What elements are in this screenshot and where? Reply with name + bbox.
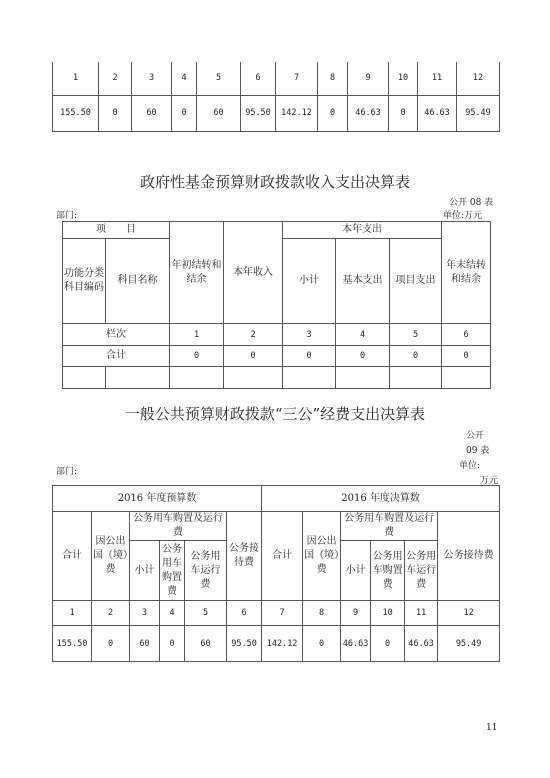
- top-val-3: 60: [132, 95, 172, 131]
- table8-title: 政府性基金预算财政拨款收入支出决算表: [139, 173, 410, 191]
- top-col-5: 5: [197, 62, 241, 95]
- top-val-10: 0: [389, 95, 418, 131]
- t9-h-total-final: 合计: [262, 512, 303, 601]
- t9-col-11: 11: [405, 601, 438, 626]
- t9-col-12: 12: [438, 601, 500, 626]
- t8-total-2: 0: [224, 346, 283, 367]
- t9-col-1: 1: [53, 601, 92, 626]
- top-col-2: 2: [99, 62, 132, 95]
- t9-col-7: 7: [262, 601, 303, 626]
- t9-h-car-buy-budget: 公务用车购置费: [160, 541, 185, 601]
- top-val-9: 46.63: [348, 95, 389, 131]
- top-col-7: 7: [276, 62, 318, 95]
- t8-col-1: 1: [170, 324, 224, 346]
- t8-row-col: 栏次: [63, 324, 170, 346]
- t9-val-6: 95.50: [227, 626, 262, 662]
- t8-total-5: 0: [390, 346, 442, 367]
- t9-final-2016: 2016 年度决算数: [262, 486, 500, 512]
- page-number: 11: [486, 723, 498, 733]
- t9-col-8: 8: [303, 601, 341, 626]
- table8-unit: 单位:万元: [443, 211, 483, 221]
- t8-total-4: 0: [336, 346, 390, 367]
- top-val-1: 155.50: [53, 95, 99, 131]
- t9-val-4: 0: [160, 626, 185, 662]
- top-val-5: 60: [197, 95, 241, 131]
- t8-col-5: 5: [390, 324, 442, 346]
- t9-val-7: 142.12: [262, 626, 303, 662]
- t8-h-item: 项 目: [63, 222, 170, 239]
- t8-h-end: 年末结转和结余: [442, 222, 491, 324]
- top-col-3: 3: [132, 62, 172, 95]
- t8-total-3: 0: [283, 346, 336, 367]
- t9-col-4: 4: [160, 601, 185, 626]
- top-col-11: 11: [418, 62, 457, 95]
- top-col-9: 9: [348, 62, 389, 95]
- top-val-4: 0: [172, 95, 197, 131]
- t8-col-6: 6: [442, 324, 491, 346]
- t9-val-1: 155.50: [53, 626, 92, 662]
- t9-val-5: 60: [185, 626, 227, 662]
- t8-h-name: 科目名称: [106, 239, 170, 324]
- top-col-4: 4: [172, 62, 197, 95]
- t9-h-subtotal-final: 小计: [341, 541, 371, 601]
- top-val-12: 95.49: [457, 95, 500, 131]
- top-val-11: 46.63: [418, 95, 457, 131]
- t9-col-2: 2: [92, 601, 130, 626]
- t8-empty-row: [63, 367, 491, 389]
- t9-h-abroad-budget: 因公出国（境）费: [92, 512, 130, 601]
- top-table-col-row: [53, 62, 500, 95]
- table9-unit-a: 单位:: [459, 461, 481, 471]
- top-col-12: 12: [457, 62, 500, 95]
- top-val-7: 142.12: [276, 95, 318, 131]
- t9-val-11: 46.63: [405, 626, 438, 662]
- t8-total-6: 0: [442, 346, 491, 367]
- t9-h-subtotal-budget: 小计: [130, 541, 160, 601]
- table8: [62, 221, 491, 389]
- t9-val-9: 46.63: [341, 626, 371, 662]
- t9-val-12: 95.49: [438, 626, 500, 662]
- t8-h-func: 功能分类科目编码: [63, 239, 106, 324]
- t9-h-abroad-final: 因公出国（境）费: [303, 512, 341, 601]
- t9-val-3: 60: [130, 626, 160, 662]
- t9-h-car-budget: 公务用车购置及运行费: [130, 512, 227, 541]
- t8-h-subtotal: 小计: [283, 239, 336, 324]
- t8-h-basic: 基本支出: [336, 239, 390, 324]
- t9-h-car-buy-final: 公务用车购置费: [371, 541, 405, 601]
- t9-val-10: 0: [371, 626, 405, 662]
- top-table-value-row: [53, 95, 500, 131]
- t9-h-total-budget: 合计: [53, 512, 92, 601]
- table9-dept: 部门:: [56, 467, 78, 477]
- t9-h-reception-final: 公务接待费: [438, 512, 500, 601]
- top-table: [52, 62, 500, 132]
- t8-col-4: 4: [336, 324, 390, 346]
- t8-col-3: 3: [283, 324, 336, 346]
- t9-col-10: 10: [371, 601, 405, 626]
- table8-code: 公开 08 表: [449, 198, 494, 208]
- top-val-2: 0: [99, 95, 132, 131]
- table9-unit-b: 万元: [480, 476, 499, 486]
- table9-code-a: 公开: [466, 431, 485, 441]
- t9-h-car-final: 公务用车购置及运行费: [341, 512, 438, 541]
- top-col-6: 6: [241, 62, 276, 95]
- t8-h-expense: 本年支出: [283, 222, 442, 239]
- t8-total-1: 0: [170, 346, 224, 367]
- t8-h-begin: 年初结转和结余: [170, 222, 224, 324]
- top-val-6: 95.50: [241, 95, 276, 131]
- table9-code-b: 09 表: [466, 446, 490, 456]
- table9-title: 一般公共预算财政拨款“三公”经费支出决算表: [124, 405, 426, 423]
- top-col-1: 1: [53, 62, 99, 95]
- t9-col-3: 3: [130, 601, 160, 626]
- top-col-10: 10: [389, 62, 418, 95]
- t9-h-car-run-final: 公务用车运行费: [405, 541, 438, 601]
- top-val-8: 0: [318, 95, 348, 131]
- t9-col-9: 9: [341, 601, 371, 626]
- t9-h-car-run-budget: 公务用车运行费: [185, 541, 227, 601]
- t8-h-income: 本年收入: [224, 222, 283, 324]
- t8-row-total: 合计: [63, 346, 170, 367]
- t9-budget-2016: 2016 年度预算数: [53, 486, 262, 512]
- top-col-8: 8: [318, 62, 348, 95]
- table9: [52, 485, 500, 662]
- t9-h-reception-budget: 公务接待费: [227, 512, 262, 601]
- t8-col-2: 2: [224, 324, 283, 346]
- t9-col-5: 5: [185, 601, 227, 626]
- t9-val-2: 0: [92, 626, 130, 662]
- t8-h-project: 项目支出: [390, 239, 442, 324]
- t9-col-6: 6: [227, 601, 262, 626]
- table8-dept: 部门:: [56, 211, 78, 221]
- t9-val-8: 0: [303, 626, 341, 662]
